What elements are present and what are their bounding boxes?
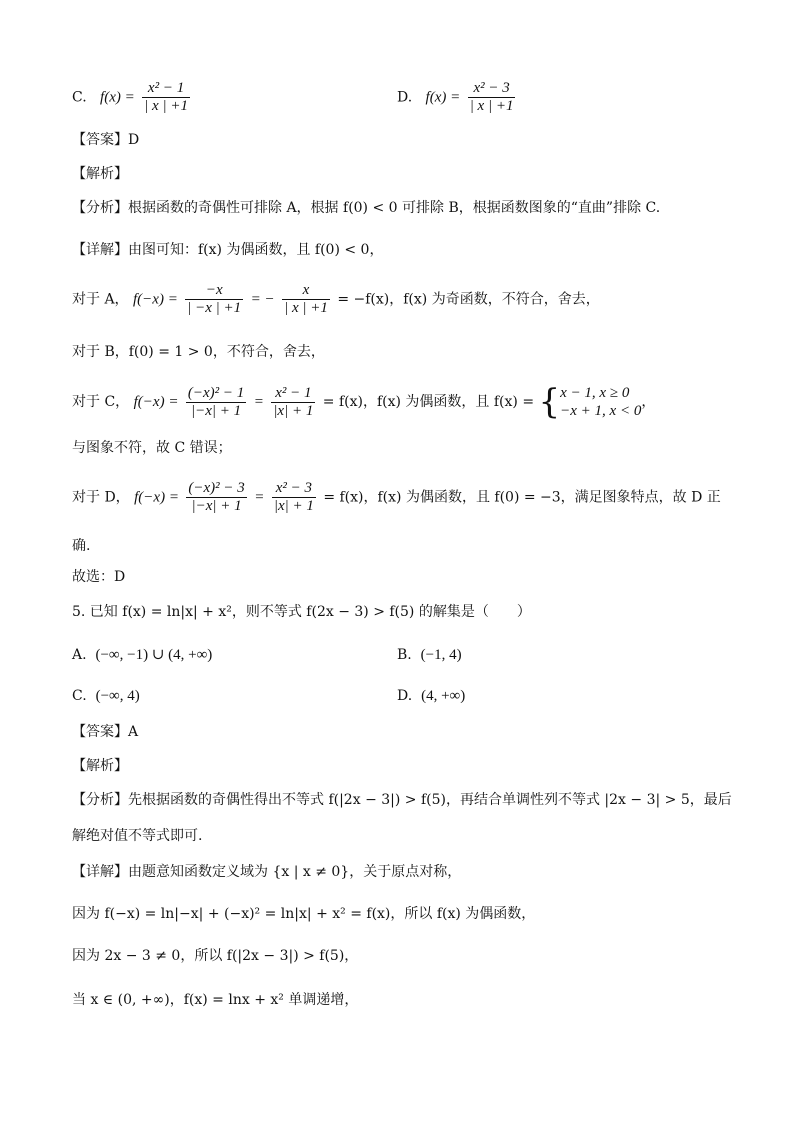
case-tail: = −f(x)，f(x) 为奇函数，不符合，舍去， — [337, 291, 600, 308]
xiangjie-tag: 【详解】 — [72, 242, 128, 258]
case-lhs: f(−x) = — [133, 394, 179, 410]
fenxi-text: 先根据函数的奇偶性得出不等式 f(|2x − 3|) > f(5)，再结合单调性列不等式 |2x − 3| > 5，最后 — [128, 792, 732, 808]
denominator: |x| + 1 — [273, 498, 314, 514]
q5-option-d — [397, 686, 465, 706]
case-lhs: f(−x) = — [133, 291, 178, 308]
denominator: | −x | +1 — [187, 300, 242, 316]
q5-xiangjie — [72, 862, 461, 882]
option-label: D. — [397, 89, 413, 106]
q4-option-d — [397, 80, 518, 115]
xiangjie-tag: 【详解】 — [72, 864, 128, 880]
option-label: A. — [72, 647, 87, 663]
q4-analysis-tag: 【解析】 — [72, 166, 128, 182]
numerator: x — [302, 282, 310, 298]
q5-fenxi — [72, 790, 732, 810]
answer-value: A — [128, 724, 139, 740]
numerator: x² − 1 — [147, 80, 185, 96]
numerator: x² − 1 — [275, 384, 312, 401]
fenxi-tag: 【分析】 — [72, 200, 128, 216]
case-row: x − 1, x ≥ 0 — [560, 385, 630, 401]
option-label: B. — [397, 647, 412, 663]
option-label: D. — [397, 688, 413, 704]
q5-step-2: 因为 2x − 3 ≠ 0，所以 f(|2x − 3|) > f(5)， — [72, 948, 359, 964]
numerator: (−x)² − 1 — [187, 384, 245, 401]
fraction — [142, 80, 190, 115]
fraction — [185, 282, 243, 317]
q5-option-a — [72, 645, 212, 665]
q5-stem: 5. 已知 f(x) = ln|x| + x²，则不等式 f(2x − 3) > f(5) 的解集是（ ） — [72, 604, 531, 620]
fraction — [282, 282, 330, 317]
q4-fenxi — [72, 198, 660, 218]
case-prefix: 对于 C， — [72, 394, 130, 410]
denominator: |x| + 1 — [273, 402, 314, 419]
option-value: (−∞, −1) ∪ (4, +∞) — [95, 647, 213, 663]
q5-step-1: 因为 f(−x) = ln|−x| + (−x)² = ln|x| + x² = f(x)，所以 f(x) 为偶函数， — [72, 906, 536, 922]
numerator: x² − 3 — [473, 80, 510, 96]
option-value: (−1, 4) — [420, 647, 462, 663]
fraction — [271, 385, 315, 420]
q4-case-d-line2: 确. — [72, 538, 91, 554]
q4-case-a — [72, 282, 600, 317]
fenxi-text: 根据函数的奇偶性可排除 A，根据 f(0) < 0 可排除 B，根据函数图象的“直曲”排除 C. — [128, 200, 661, 216]
case-prefix: 对于 D， — [72, 489, 130, 506]
q5-analysis-tag: 【解析】 — [72, 758, 128, 774]
case-mid: = − — [250, 291, 275, 308]
case-tail: = f(x)，f(x) 为偶函数，且 f(x) = — [322, 394, 535, 410]
option-label: C. — [72, 89, 87, 106]
q4-final: 故选：D — [72, 569, 126, 585]
fenxi-tag: 【分析】 — [72, 792, 128, 808]
denominator: | x | +1 — [284, 300, 328, 316]
piecewise: { x − 1, x ≥ 0 −x + 1, x < 0 — [538, 382, 642, 422]
answer-tag: 【答案】 — [72, 132, 128, 148]
answer-tag: 【答案】 — [72, 724, 128, 740]
xiangjie-text: 由图可知：f(x) 为偶函数，且 f(0) < 0， — [128, 242, 384, 258]
option-label: C. — [72, 688, 87, 704]
case-end: ， — [641, 394, 656, 410]
fraction — [186, 385, 246, 420]
q5-answer — [72, 722, 138, 742]
case-tail: = f(x)，f(x) 为偶函数，且 f(0) = −3，满足图象特点，故 D 正 — [323, 489, 721, 506]
q5-option-c — [72, 686, 140, 706]
numerator: (−x)² − 3 — [188, 480, 245, 496]
denominator: |−x| + 1 — [186, 497, 246, 515]
case-lhs: f(−x) = — [134, 489, 179, 506]
q4-answer — [72, 130, 139, 150]
q4-option-c — [72, 80, 193, 115]
denominator: | x | +1 — [469, 98, 514, 114]
q4-case-d: 对于 D， f(−x) = $\frac{\text{(−x)² − 3}}{|-x| + 1}$ = $\frac{\text{x² − 3}}{|x| + 1}$ = f(x)，f(x) 为偶函数，且 f(0) = −3，满足图象特点，故 D 正 — [72, 480, 721, 514]
denominator: | x | +1 — [144, 98, 188, 114]
q4-case-c-line2: 与图象不符，故 C 错误； — [72, 440, 232, 456]
numerator: x² − 3 — [275, 480, 312, 496]
option-value: (−∞, 4) — [95, 688, 140, 704]
option-value: (4, +∞) — [421, 688, 466, 704]
fraction — [186, 480, 246, 515]
q4-case-c: 对于 C， f(−x) = $\frac{\text{(−x)² − 1}}{|-x| + 1}$ = $\frac{\text{x² − 1}}{|x| + 1}$ = f(x)，f(x) 为偶函数，且 f(x) = { x − 1, x ≥ 0 −x + 1, x < 0 ， — [72, 382, 656, 422]
xiangjie-text: 由题意知函数定义域为 {x | x ≠ 0}，关于原点对称， — [128, 864, 462, 880]
q5-fenxi-line2: 解绝对值不等式即可. — [72, 828, 203, 844]
q4-case-b: 对于 B，f(0) = 1 > 0，不符合，舍去， — [72, 344, 325, 360]
numerator: −x — [205, 282, 223, 298]
option-lhs: f(x) = — [425, 89, 461, 106]
denominator: |−x| + 1 — [186, 402, 246, 420]
q4-xiangjie — [72, 240, 383, 260]
fraction — [272, 480, 316, 515]
answer-value: D — [128, 132, 140, 148]
case-prefix: 对于 A， — [72, 291, 129, 308]
q5-option-b — [397, 645, 462, 665]
q5-step-3: 当 x ∈ (0, +∞)，f(x) = lnx + x² 单调递增， — [72, 992, 359, 1008]
option-lhs: f(x) = — [100, 89, 135, 106]
fraction — [468, 80, 516, 115]
case-row: −x + 1, x < 0 — [560, 403, 642, 419]
